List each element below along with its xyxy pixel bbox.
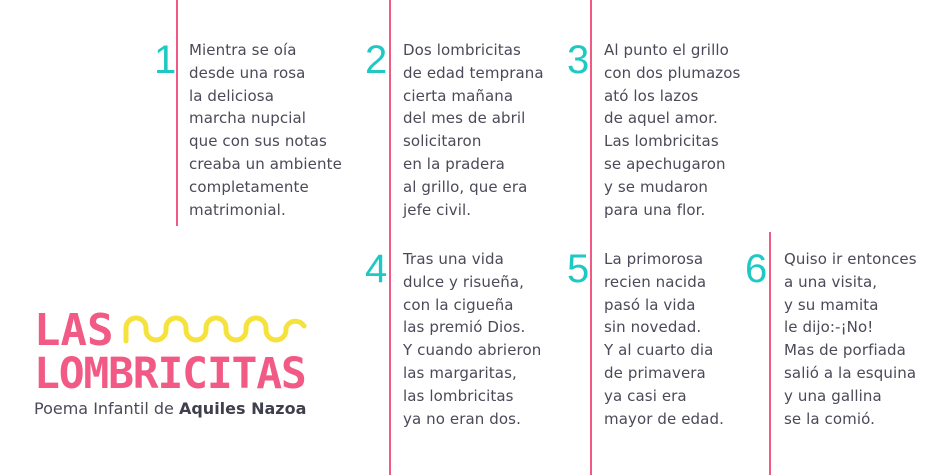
stanza-line: Mientra se oía (189, 41, 297, 59)
stanza-line: ya no eran dos. (403, 409, 521, 428)
stanza-line: las premió Dios. (403, 318, 526, 337)
stanza-line: completamente (189, 177, 309, 196)
stanza-text (189, 39, 342, 221)
stanza-line: recien nacida (604, 272, 707, 291)
stanza-line: jefe civil. (403, 200, 472, 219)
stanza-text (403, 39, 544, 221)
stanza-number: 3 (567, 38, 590, 82)
stanza-line: Dos lombricitas (403, 41, 521, 59)
stanza-line: Y cuando abrieron (403, 341, 542, 360)
stanza-line: las lombricitas (403, 386, 514, 405)
subtitle-prefix: Poema Infantil de (34, 399, 179, 418)
divider-line (389, 0, 391, 475)
stanza-line: del mes de abril (403, 109, 526, 128)
divider-line (176, 0, 178, 226)
stanza-number: 4 (365, 247, 388, 291)
stanza-line: ya casi era (604, 386, 687, 405)
stanza-number: 2 (365, 38, 388, 82)
stanza-line: creaba un ambiente (189, 154, 342, 173)
stanza-line: de aquel amor. (604, 109, 718, 128)
stanza-line: marcha nupcial (189, 109, 307, 128)
stanza-line: y una gallina (784, 386, 882, 405)
stanza-number: 6 (745, 247, 768, 291)
stanza-line: y su mamita (784, 295, 879, 314)
stanza-line: y se mudaron (604, 177, 709, 196)
stanza-line: se la comió. (784, 409, 876, 428)
stanza-text (604, 248, 724, 430)
stanza-line: ató los lazos (604, 86, 699, 105)
stanza-text (784, 248, 917, 430)
stanza-line: Mas de porfiada (784, 341, 906, 360)
stanza-number: 1 (154, 38, 177, 82)
stanza-line: desde una rosa (189, 63, 306, 82)
stanza-line: en la pradera (403, 154, 505, 173)
stanza-text (403, 248, 541, 430)
stanza-line: para una flor. (604, 200, 706, 219)
stanza-line: de edad temprana (403, 63, 544, 82)
stanza-line: con la cigueña (403, 295, 514, 314)
author-name: Aquiles Nazoa (178, 399, 307, 418)
stanza-line: mayor de edad. (604, 409, 724, 428)
stanza-line: que con sus notas (189, 132, 327, 151)
stanza-line: a una visita, (784, 272, 878, 291)
stanza-line: las margaritas, (403, 363, 517, 382)
stanza-line: Tras una vida (403, 250, 504, 268)
stanza-line: al grillo, que era (403, 177, 528, 196)
stanza-line: cierta mañana (403, 86, 514, 105)
wave-decoration (122, 312, 308, 346)
stanza-number: 5 (567, 247, 590, 291)
stanza-line: con dos plumazos (604, 63, 741, 82)
stanza-line: sin novedad. (604, 318, 702, 337)
divider-line (590, 0, 592, 475)
stanza-line: La primorosa (604, 250, 704, 268)
stanza-line: de primavera (604, 363, 706, 382)
stanza-line: la deliciosa (189, 86, 275, 105)
stanza-line: matrimonial. (189, 200, 286, 219)
stanza-text (604, 39, 740, 221)
divider-line (769, 232, 771, 475)
title-line-1: LAS (34, 305, 114, 356)
subtitle (34, 399, 306, 419)
stanza-line: solicitaron (403, 132, 482, 151)
stanza-line: Quiso ir entonces (784, 250, 917, 268)
stanza-line: Las lombricitas (604, 132, 719, 151)
stanza-line: pasó la vida (604, 295, 696, 314)
stanza-line: dulce y risueña, (403, 272, 525, 291)
stanza-line: salió a la esquina (784, 363, 917, 382)
stanza-line: Y al cuarto dia (604, 341, 714, 360)
stanza-line: se apechugaron (604, 154, 726, 173)
stanza-line: Al punto el grillo (604, 41, 729, 59)
stanza-line: le dijo:-¡No! (784, 318, 874, 337)
title-line-2: LOMBRICITAS (34, 349, 306, 399)
